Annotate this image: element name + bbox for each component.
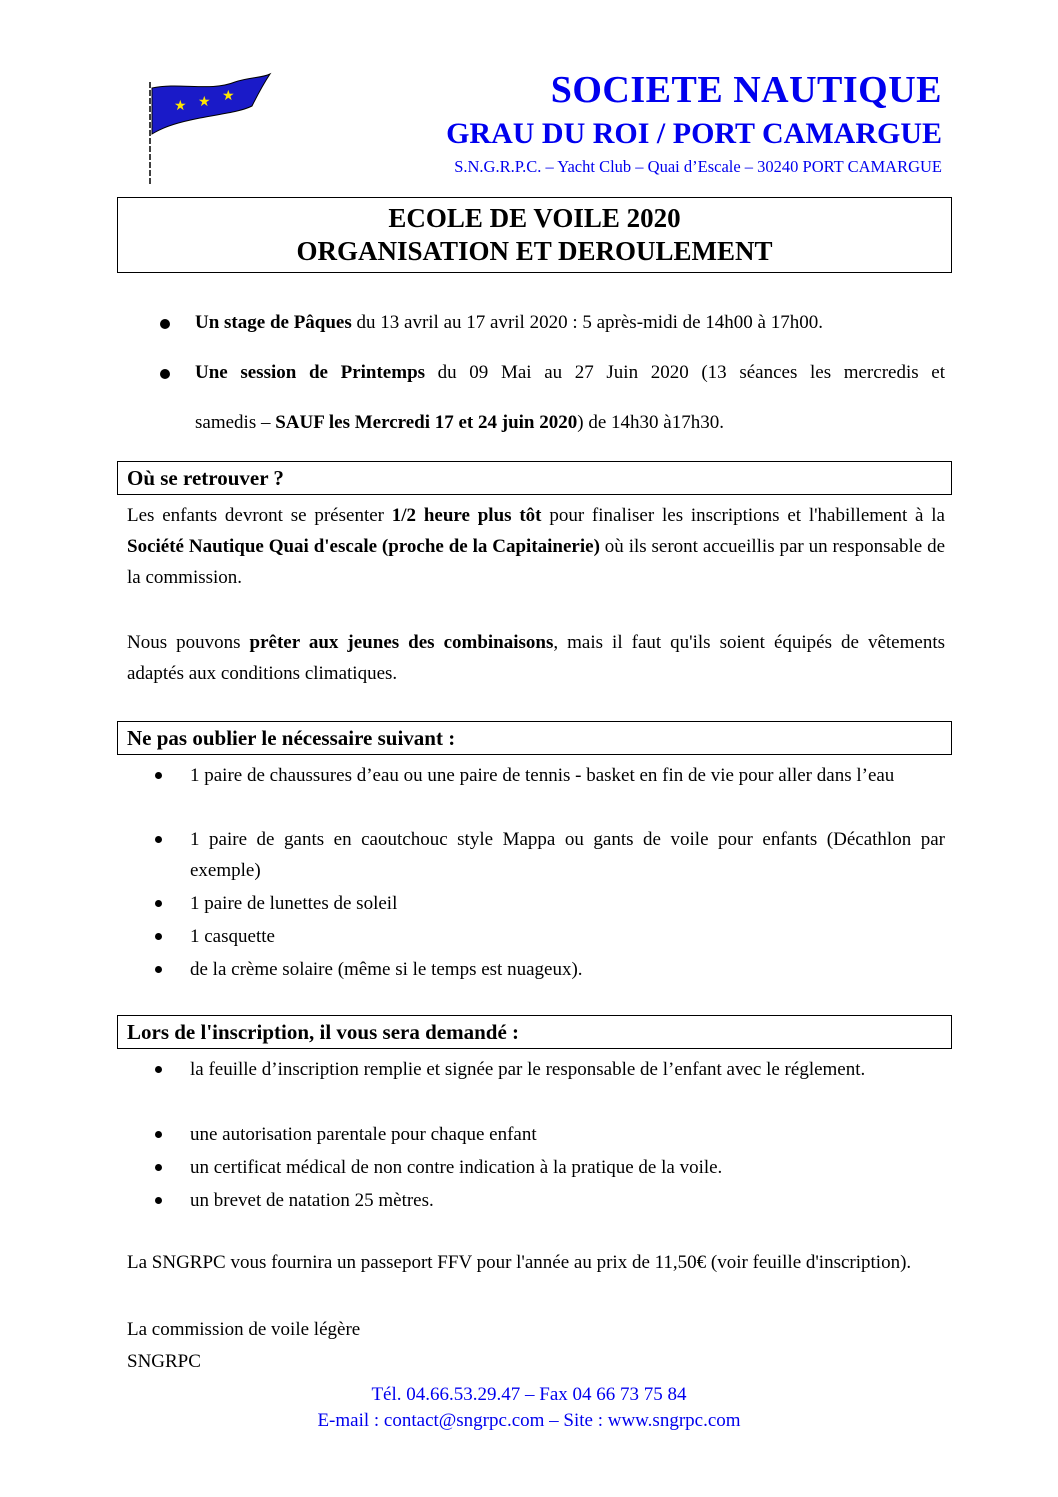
bullet-icon: [155, 1164, 162, 1171]
passport-note: La SNGRPC vous fournira un passeport FFV pour l'année au prix de 11,50€ (voir feuille d'inscription).: [127, 1252, 912, 1273]
checklist-list: [155, 760, 945, 990]
bullet-icon: [160, 319, 170, 329]
registration-heading: Lors de l'inscription, il vous sera demandé :: [117, 1015, 952, 1049]
bullet-icon: [155, 1066, 162, 1073]
svg-text:★: ★: [198, 94, 211, 110]
session-name: Un stage de Pâques: [195, 312, 352, 333]
org-name: SOCIETE NAUTIQUE: [550, 69, 942, 111]
bullet-icon: [155, 1131, 162, 1138]
checklist-item: 1 paire de chaussures d’eau ou une paire de tennis - basket en fin de vie pour aller dans l’eau: [190, 765, 895, 786]
checklist-item: de la crème solaire (même si le temps est nuageux).: [190, 959, 583, 980]
session-hours: ) de 14h30 à17h30.: [577, 412, 724, 433]
bullet-icon: [155, 836, 162, 843]
meeting-paragraph-2: Nous pouvons prêter aux jeunes des combinaisons, mais il faut qu'ils soient équipés de vêtements adaptés aux conditions climatiques.: [127, 632, 945, 684]
bullet-icon: [155, 966, 162, 973]
document-title: [117, 197, 952, 273]
signature-line-1: La commission de voile légère: [127, 1319, 361, 1340]
registration-list: [155, 1054, 945, 1219]
pennant-flag-logo-icon: [140, 68, 275, 193]
bullet-icon: [155, 772, 162, 779]
bullet-icon: [155, 933, 162, 940]
org-address: S.N.G.R.P.C. – Yacht Club – Quai d’Escale – 30240 PORT CAMARGUE: [454, 157, 942, 176]
org-subtitle: GRAU DU ROI / PORT CAMARGUE: [446, 117, 942, 150]
session-name: Une session de Printemps: [195, 362, 426, 383]
registration-item: un certificat médical de non contre indication à la pratique de la voile.: [190, 1157, 723, 1178]
session-details: du 13 avril au 17 avril 2020 : 5 après-midi de 14h00 à 17h00.: [351, 312, 823, 333]
session-details-cont: samedis –: [195, 412, 276, 433]
session-item: [160, 348, 945, 448]
session-item: [160, 298, 945, 348]
footer-phone-fax: Tél. 04.66.53.29.47 – Fax 04 66 73 75 84: [371, 1384, 687, 1405]
meeting-paragraph-1: Les enfants devront se présenter 1/2 heure plus tôt pour finaliser les inscriptions et l'habillement à la Société Nautique Quai d'escale (proche de la Capitainerie) où ils seront accueillis par un responsable de la commission.: [127, 505, 946, 588]
title-line-1: ECOLE DE VOILE 2020: [388, 203, 681, 233]
bullet-icon: [155, 1197, 162, 1204]
session-exception: SAUF les Mercredi 17 et 24 juin 2020: [275, 412, 578, 433]
svg-text:★: ★: [174, 98, 187, 114]
checklist-heading: Ne pas oublier le nécessaire suivant :: [117, 721, 952, 755]
meeting-heading: Où se retrouver ?: [117, 461, 952, 495]
registration-item: la feuille d’inscription remplie et signée par le responsable de l’enfant avec le réglement.: [190, 1059, 866, 1080]
bullet-icon: [160, 369, 170, 379]
svg-text:★: ★: [222, 88, 235, 104]
session-details: du 09 Mai au 27 Juin 2020 (13 séances les mercredis et: [425, 362, 945, 383]
sessions-list: [160, 298, 945, 448]
checklist-item: 1 paire de gants en caoutchouc style Mappa ou gants de voile pour enfants (Décathlon par exemple): [190, 829, 945, 881]
checklist-item: 1 paire de lunettes de soleil: [190, 893, 398, 914]
registration-item: un brevet de natation 25 mètres.: [190, 1190, 434, 1211]
footer-email-site[interactable]: E-mail : contact@sngrpc.com – Site : www.sngrpc.com: [317, 1410, 741, 1431]
title-line-2: ORGANISATION ET DEROULEMENT: [296, 236, 773, 266]
signature-line-2: SNGRPC: [127, 1351, 201, 1372]
registration-item: une autorisation parentale pour chaque enfant: [190, 1124, 537, 1145]
bullet-icon: [155, 900, 162, 907]
checklist-item: 1 casquette: [190, 926, 275, 947]
